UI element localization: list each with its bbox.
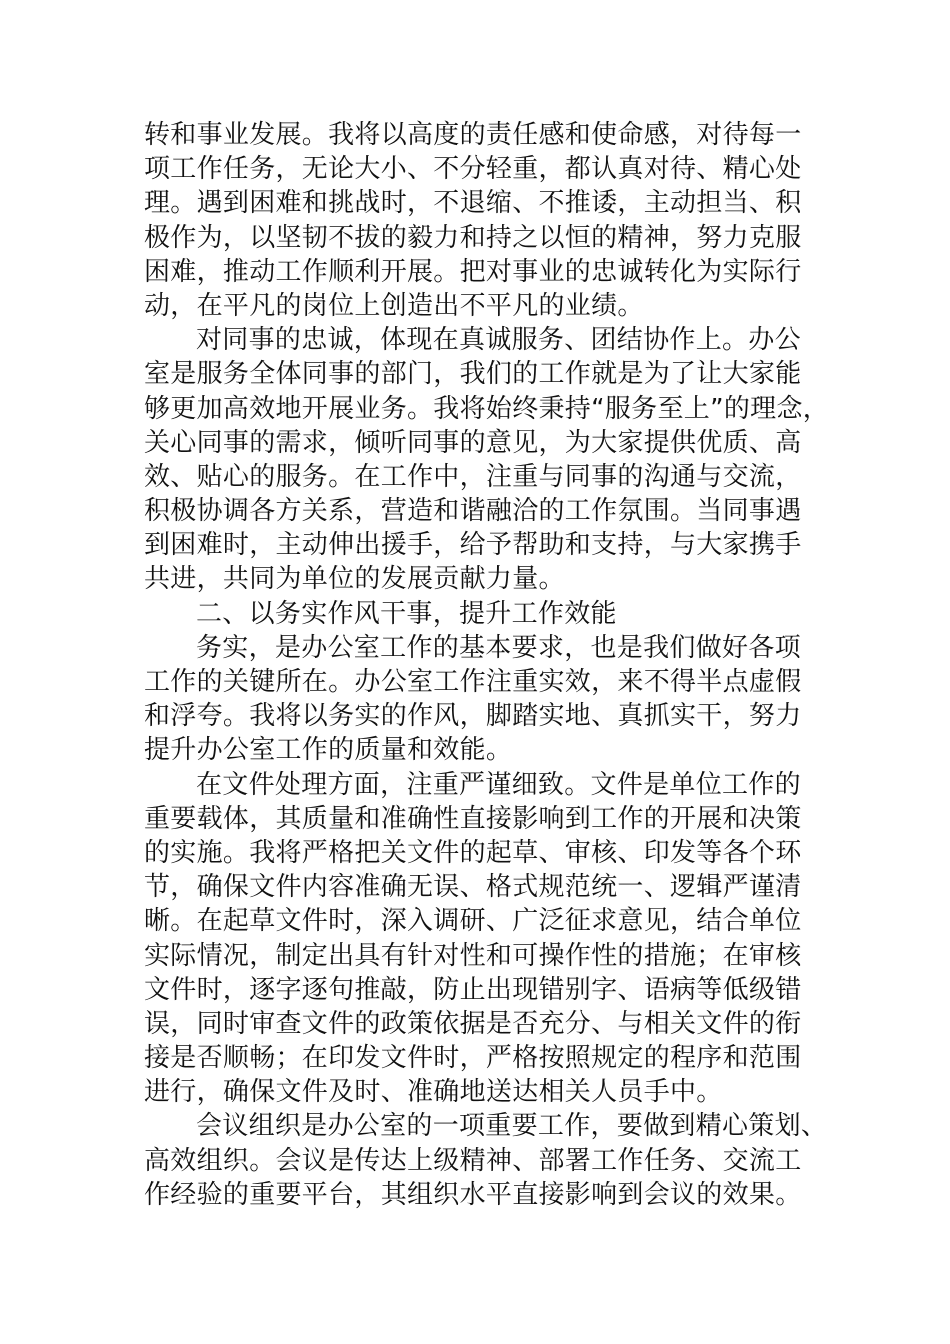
text-line: 节，确保文件内容准确无误、格式规范统一、逻辑严谨清 [144, 872, 802, 903]
paragraph-first-line: 对同事的忠诚，体现在真诚服务、团结协作上。办公 [196, 325, 801, 356]
paragraph-first-line: 在文件处理方面，注重严谨细致。文件是单位工作的 [196, 769, 801, 800]
text-line: 进行，确保文件及时、准确地送达相关人员手中。 [144, 1077, 723, 1108]
text-line: 效、贴心的服务。在工作中，注重与同事的沟通与交流， [144, 461, 802, 492]
text-line: 作经验的重要平台，其组织水平直接影响到会议的效果。 [144, 1179, 802, 1210]
document-body [144, 118, 830, 1212]
paragraph-first-line: 会议组织是办公室的一项重要工作，要做到精心策划、 [196, 1111, 828, 1142]
text-line: 动，在平凡的岗位上创造出不平凡的业绩。 [144, 290, 644, 321]
text-line: 室是服务全体同事的部门，我们的工作就是为了让大家能 [144, 359, 802, 390]
text-line: 转和事业发展。我将以高度的责任感和使命感，对待每一 [144, 120, 802, 150]
text-line: 关心同事的需求，倾听同事的意见，为大家提供优质、高 [144, 427, 802, 458]
text-line: 晰。在起草文件时，深入调研、广泛征求意见，结合单位 [144, 906, 802, 937]
text-line: 项工作任务，无论大小、不分轻重，都认真对待、精心处 [144, 154, 802, 185]
text-line: 实际情况，制定出具有针对性和可操作性的措施；在审核 [144, 940, 802, 971]
text-line: 工作的关键所在。办公室工作注重实效，来不得半点虚假 [144, 667, 802, 697]
text-line: 和浮夸。我将以务实的作风，脚踏实地、真抓实干，努力 [144, 701, 802, 732]
text-line: 重要载体，其质量和准确性直接影响到工作的开展和决策 [144, 803, 802, 834]
text-line: 接是否顺畅；在印发文件时，严格按照规定的程序和范围 [144, 1043, 802, 1074]
text-line: 积极协调各方关系，营造和谐融洽的工作氛围。当同事遇 [144, 496, 802, 527]
text-line: 到困难时，主动伸出援手，给予帮助和支持，与大家携手 [144, 530, 802, 561]
text-line: 提升办公室工作的质量和效能。 [144, 735, 513, 766]
text-line: 极作为，以坚韧不拔的毅力和持之以恒的精神，努力克服 [144, 222, 802, 253]
text-line: 够更加高效地开展业务。我将始终秉持“服务至上”的理念， [144, 393, 830, 424]
text-line: 高效组织。会议是传达上级精神、部署工作任务、交流工 [144, 1145, 802, 1176]
text-line: 困难，推动工作顺利开展。把对事业的忠诚转化为实际行 [144, 256, 802, 287]
text-line: 共进，共同为单位的发展贡献力量。 [144, 564, 565, 595]
text-line: 的实施。我将严格把关文件的起草、审核、印发等各个环 [144, 837, 802, 868]
text-line: 理。遇到困难和挑战时，不退缩、不推诿，主动担当、积 [144, 188, 802, 219]
text-line: 文件时，逐字逐句推敲，防止出现错别字、语病等低级错 [144, 974, 802, 1005]
text-line: 误，同时审查文件的政策依据是否充分、与相关文件的衔 [144, 1008, 802, 1039]
paragraph-first-line: 务实，是办公室工作的基本要求，也是我们做好各项 [196, 632, 801, 663]
paragraph-first-line: 二、以务实作风干事，提升工作效能 [196, 598, 617, 629]
